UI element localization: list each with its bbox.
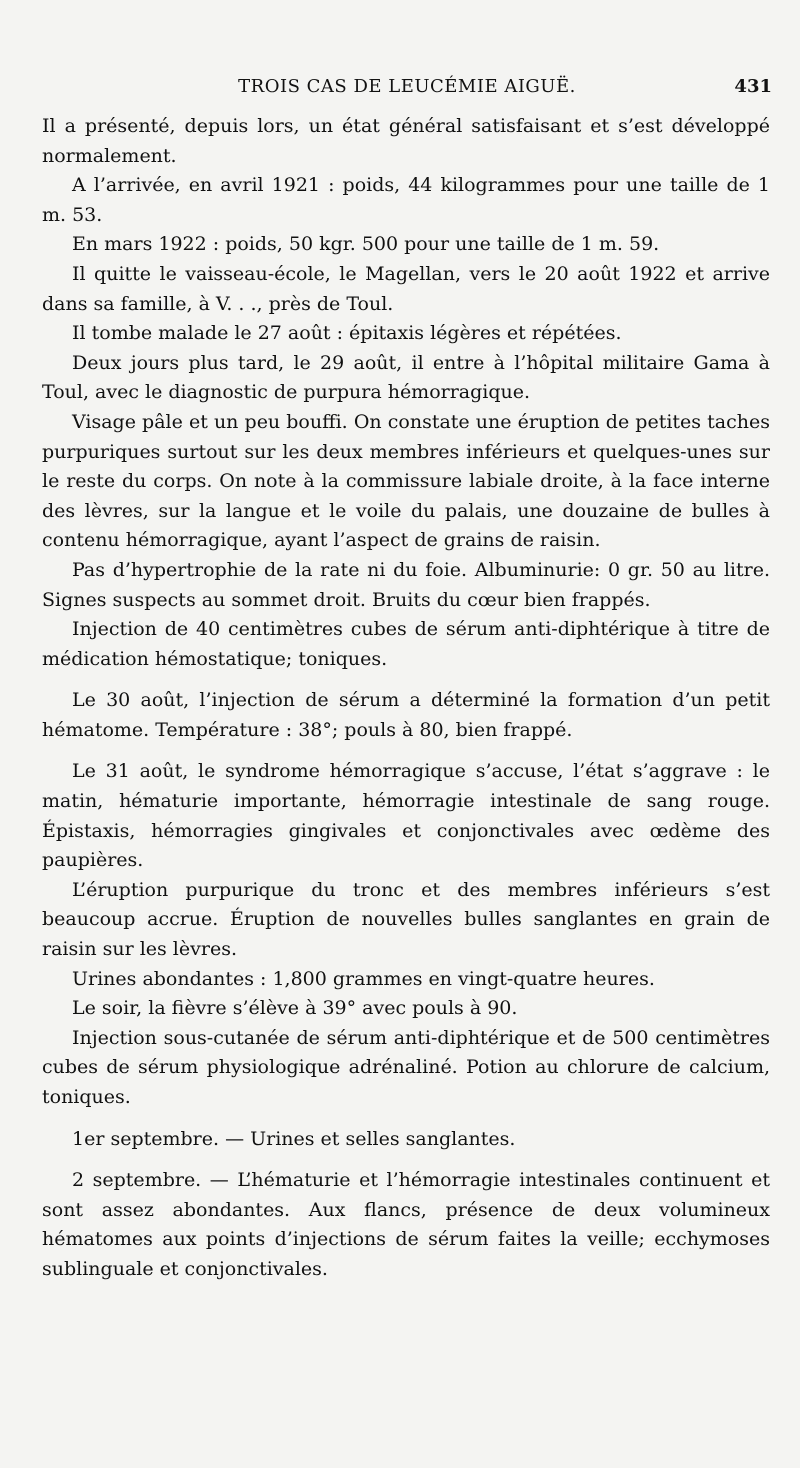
body-text xyxy=(42,112,770,1285)
dated-entry: 2 septembre. — L’hématurie et l’hémorragie intestinales continuent et sont assez abondantes. Aux flancs, présence de deux volumineux hématomes aux points d’injections de sérum faites la veille; ecchymoses sublinguale et conjonctivales. xyxy=(42,1169,770,1280)
paragraph: En mars 1922 : poids, 50 kgr. 500 pour une taille de 1 m. 59. xyxy=(72,233,660,256)
paragraph: Le soir, la fièvre s’élève à 39° avec pouls à 90. xyxy=(72,997,518,1020)
paragraph: A l’arrivée, en avril 1921 : poids, 44 kilogrammes pour une taille de 1 m. 53. xyxy=(42,174,770,226)
paragraph: Urines abondantes : 1,800 grammes en vingt-quatre heures. xyxy=(72,967,655,990)
running-header xyxy=(42,70,772,100)
paragraph: Deux jours plus tard, le 29 août, il entre à l’hôpital militaire Gama à Toul, avec le diagnostic de purpura hémorragique. xyxy=(42,351,770,404)
paragraph: L’éruption purpurique du tronc et des membres inférieurs s’est beaucoup accrue. Éruption de nouvelles bulles sanglantes en grain de raisin sur les lèvres. xyxy=(42,878,770,961)
paragraph: Injection de 40 centimètres cubes de sérum anti-diphtérique à titre de médication hémostatique; toniques. xyxy=(42,618,770,670)
paragraph: Il tombe malade le 27 août : épitaxis légères et répétées. xyxy=(72,322,622,345)
paragraph: Pas d’hypertrophie de la rate ni du foie. Albuminurie: 0 gr. 50 au litre. Signes suspects au sommet droit. Bruits du cœur bien frappés. xyxy=(42,558,770,611)
paragraph: Il a présenté, depuis lors, un état général satisfaisant et s’est développé normalement. xyxy=(42,115,770,167)
paragraph: Le 31 août, le syndrome hémorragique s’accuse, l’état s’aggrave : le matin, hématurie importante, hémorragie intestinale de sang rouge. Épistaxis, hémorragies gingivales et conjonctivales avec œdème des paupières. xyxy=(42,760,770,872)
running-title: TROIS CAS DE LEUCÉMIE AIGUË. xyxy=(238,76,576,97)
dated-entry: 1er septembre. — Urines et selles sanglantes. xyxy=(72,1127,516,1150)
paragraph: Il quitte le vaisseau-école, le Magellan, vers le 20 août 1922 et arrive dans sa famille, à V. . ., près de Toul. xyxy=(42,262,770,315)
page-number: 431 xyxy=(734,76,772,97)
paragraph: Le 30 août, l’injection de sérum a déterminé la formation d’un petit hématome. Température : 38°; pouls à 80, bien frappé. xyxy=(42,689,770,741)
paragraph: Visage pâle et un peu bouffi. On constate une éruption de petites taches purpuriques surtout sur les deux membres inférieurs et quelques-unes sur le reste du corps. On note à la commissure labiale droite, à la face interne des lèvres, sur la langue et le voile du palais, une douzaine de bulles à contenu hémorragique, ayant l’aspect de grains de raisin. xyxy=(42,410,770,552)
paragraph: Injection sous-cutanée de sérum anti-diphtérique et de 500 centimètres cubes de sérum physiologique adrénaliné. Potion au chlorure de calcium, toniques. xyxy=(42,1026,770,1108)
